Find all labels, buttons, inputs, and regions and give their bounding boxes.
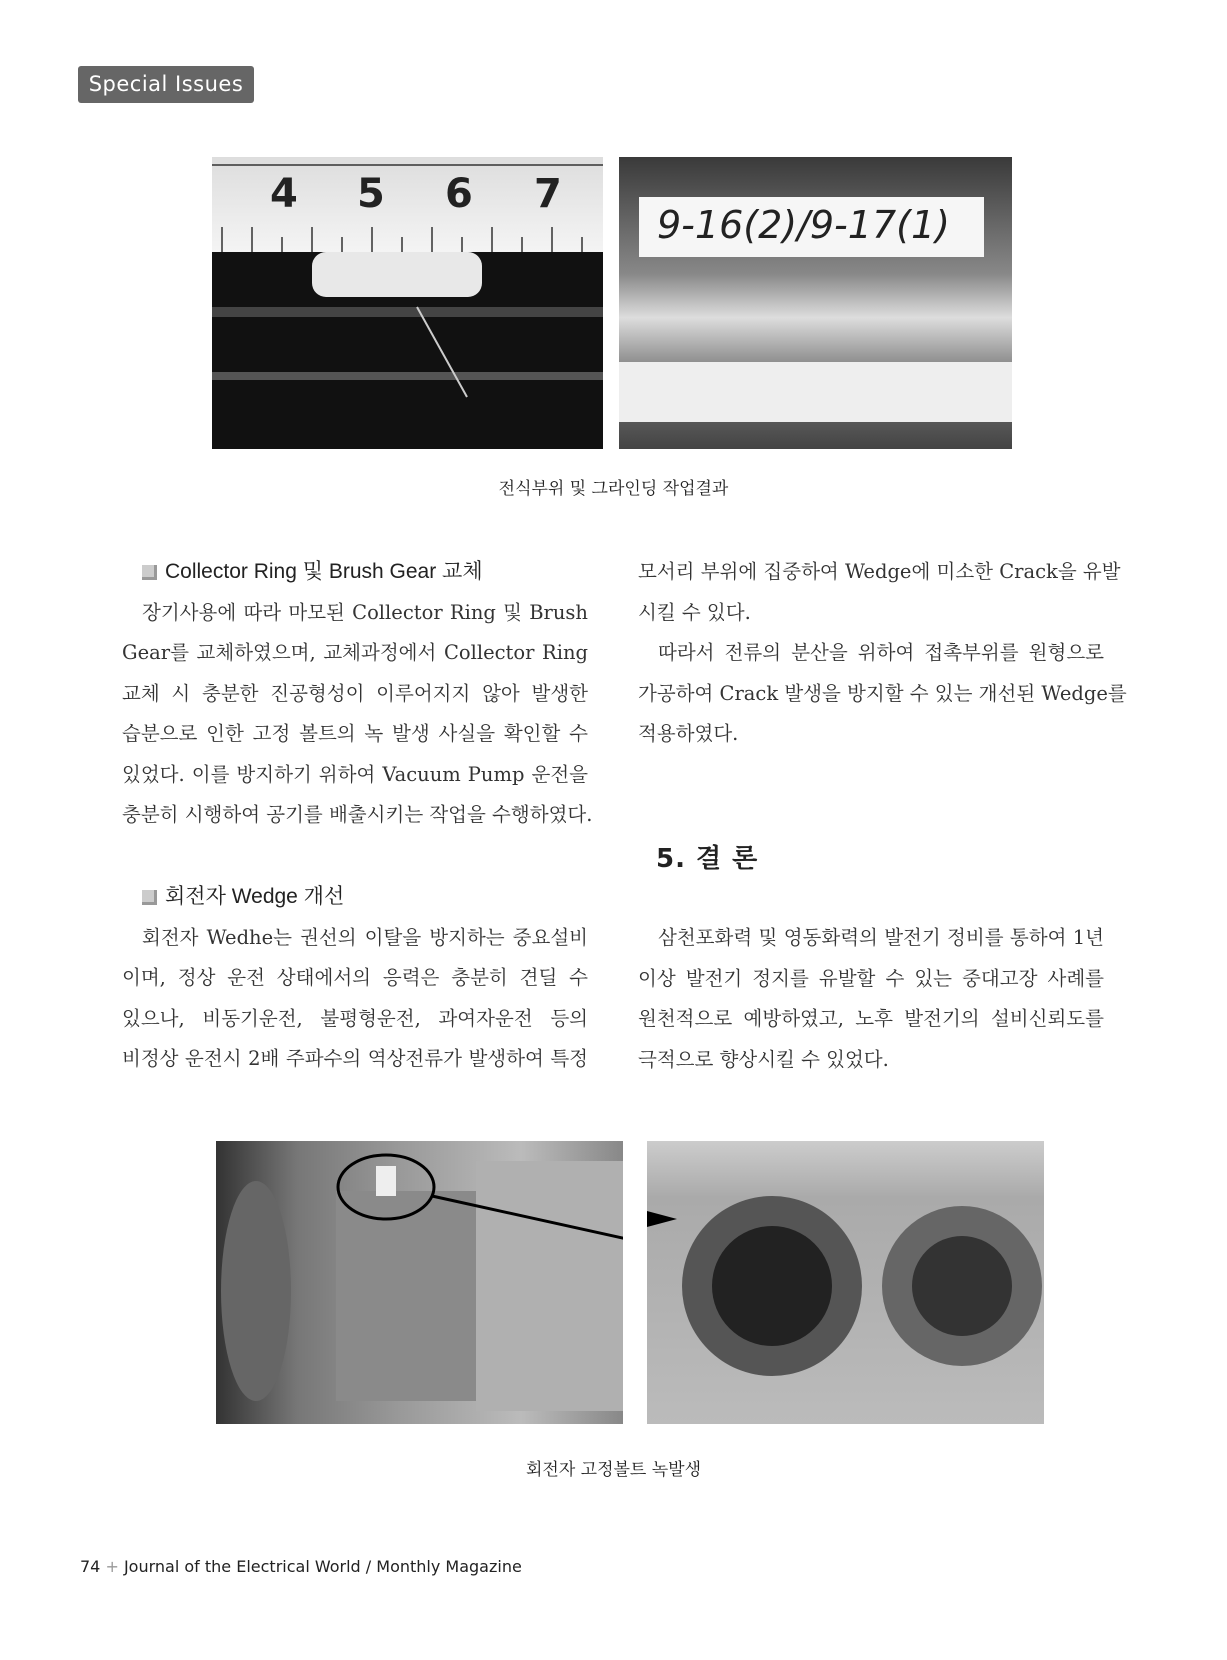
rotor-photo-graphic <box>216 1141 623 1424</box>
paragraph-line: 교체 시 충분한 진공형성이 이루어지지 않아 발생한 <box>122 681 588 705</box>
paragraph-line: 충분히 시행하여 공기를 배출시키는 작업을 수행하였다. <box>122 803 593 826</box>
label-tape-text: 9-16(2)/9-17(1) <box>657 203 950 247</box>
paragraph-line: 회전자 Wedhe는 권선의 이탈을 방지하는 중요설비 <box>142 925 588 949</box>
ruler-number: 4 <box>270 171 298 217</box>
subheading-collector-ring: Collector Ring 및 Brush Gear 교체 <box>122 552 588 593</box>
paragraph-line: 있었다. 이를 방지하기 위하여 Vacuum Pump 운전을 <box>122 762 588 786</box>
paragraph-line: Gear를 교체하였으며, 교체과정에서 Collector Ring <box>122 641 588 664</box>
paragraph-line: 극적으로 향상시킬 수 있었다. <box>638 1047 889 1071</box>
subheading-wedge: 회전자 Wedge 개선 <box>122 877 588 918</box>
figure2-caption: 회전자 고정볼트 녹발생 <box>525 1460 702 1480</box>
journal-name: Journal of the Electrical World / Monthly Magazine <box>123 1557 522 1576</box>
paragraph-line: 시킬 수 있다. <box>638 600 751 624</box>
ruler-number: 5 <box>357 171 385 217</box>
page-footer <box>80 1557 522 1576</box>
paragraph-line: 이상 발전기 정지를 유발할 수 있는 중대고장 사례를 <box>638 966 1104 990</box>
square-bullet-icon <box>142 890 157 905</box>
paragraph-line: 가공하여 Crack 발생을 방지할 수 있는 개선된 Wedge를 <box>638 681 1127 705</box>
paragraph-line: 장기사용에 따라 마모된 Collector Ring 및 Brush <box>142 600 588 624</box>
paragraph-line: 이며, 정상 운전 상태에서의 응력은 충분히 견딜 수 <box>122 966 588 989</box>
photo-ruler-measurement <box>212 157 603 449</box>
paragraph-line: 비정상 운전시 2배 주파수의 역상전류가 발생하여 특정 <box>122 1047 588 1070</box>
footer-separator: + <box>105 1557 119 1576</box>
label-tape-bottom <box>619 362 1012 422</box>
square-bullet-icon <box>142 565 157 580</box>
left-column-section2 <box>122 877 588 1080</box>
photo-grinding-result <box>619 157 1012 449</box>
paragraph-line: 모서리 부위에 집중하여 Wedge에 미소한 Crack을 유발 <box>638 560 1121 583</box>
paragraph-line: 습분으로 인한 고정 볼트의 녹 발생 사실을 확인할 수 <box>122 722 588 745</box>
paragraph-line: 적용하였다. <box>638 722 739 745</box>
right-column <box>638 552 1127 755</box>
photo-rotor <box>216 1141 623 1424</box>
conclusion-heading: 5. 결 론 <box>656 844 759 874</box>
figure1-caption: 전식부위 및 그라인딩 작업결과 <box>498 479 729 499</box>
paragraph-line: 따라서 전류의 분산을 위하여 접촉부위를 원형으로 <box>658 641 1104 664</box>
paragraph-line: 있으나, 비동기운전, 불평형운전, 과여자운전 등의 <box>122 1006 588 1030</box>
bolt-holes-graphic <box>647 1141 1044 1424</box>
photo-rusted-bolt-holes <box>647 1141 1044 1424</box>
page-number: 74 <box>80 1557 101 1576</box>
ruler-number: 7 <box>534 171 562 217</box>
section-badge: Special Issues <box>78 66 254 103</box>
left-column <box>122 552 593 836</box>
ruler-number: 6 <box>445 171 473 217</box>
paragraph-line: 삼천포화력 및 영동화력의 발전기 정비를 통하여 1년 <box>658 926 1104 949</box>
paragraph-line: 원천적으로 예방하였고, 노후 발전기의 설비신뢰도를 <box>638 1007 1104 1030</box>
conclusion-body <box>638 918 1104 1080</box>
